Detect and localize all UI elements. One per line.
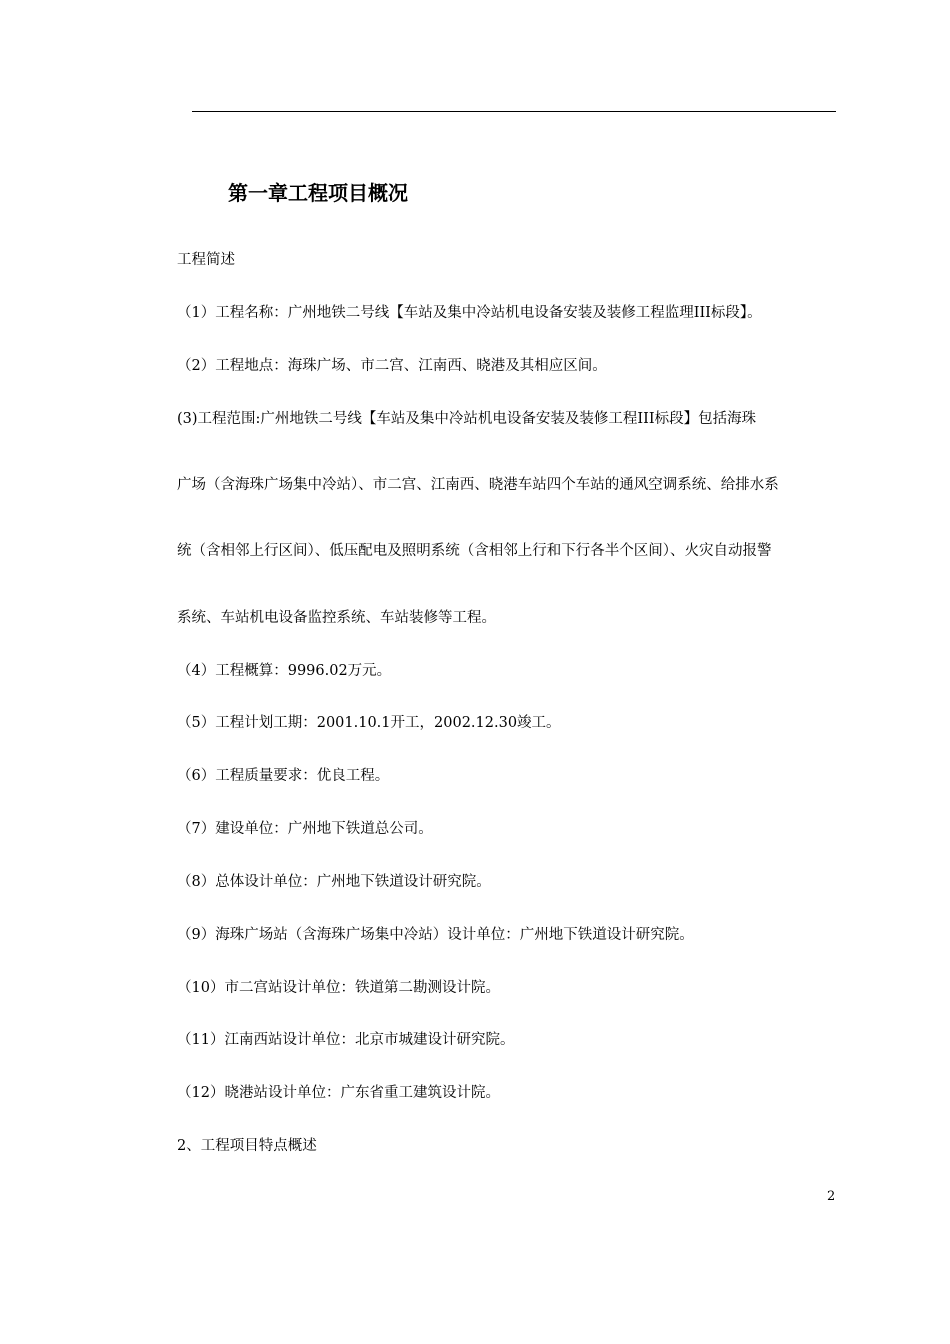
item-general-designer: （8）总体设计单位：广州地下铁道设计研究院。 bbox=[177, 874, 491, 890]
item-quality: （6）工程质量要求：优良工程。 bbox=[177, 768, 390, 784]
scope-line-3: 统（含相邻上行区间）、低压配电及照明系统（含相邻上行和下行各半个区间）、火灾自动报警 bbox=[177, 543, 772, 559]
item-jiangnanxi-designer: （11）江南西站设计单位：北京市城建设计研究院。 bbox=[177, 1032, 515, 1048]
item-budget: （4）工程概算：9996.02万元。 bbox=[177, 663, 392, 679]
item-xiaogang-designer: （12）晓港站设计单位：广东省重工建筑设计院。 bbox=[177, 1085, 500, 1101]
item-project-location: （2）工程地点：海珠广场、市二宫、江南西、晓港及其相应区间。 bbox=[177, 358, 607, 374]
scope-line-1: (3)工程范围:广州地铁二号线【车站及集中冷站机电设备安装及装修工程III标段】包括海珠 bbox=[177, 411, 757, 427]
page-number: 2 bbox=[827, 1189, 836, 1204]
scope-line-4: 系统、车站机电设备监控系统、车站装修等工程。 bbox=[177, 610, 496, 626]
item-owner: （7）建设单位：广州地下铁道总公司。 bbox=[177, 821, 433, 837]
item-shiergong-designer: （10）市二宫站设计单位：铁道第二勘测设计院。 bbox=[177, 980, 500, 996]
next-section-heading: 2、工程项目特点概述 bbox=[177, 1138, 317, 1154]
item-project-name: （1）工程名称：广州地铁二号线【车站及集中冷站机电设备安装及装修工程监理III标段】。 bbox=[177, 305, 762, 321]
item-haizhu-designer: （9）海珠广场站（含海珠广场集中冷站）设计单位：广州地下铁道设计研究院。 bbox=[177, 927, 694, 943]
chapter-title: 第一章工程项目概况 bbox=[228, 181, 408, 205]
item-schedule: （5）工程计划工期：2001.10.1开工，2002.12.30竣工。 bbox=[177, 715, 561, 731]
section-heading: 工程简述 bbox=[177, 252, 235, 268]
header-rule bbox=[192, 111, 836, 112]
scope-line-2: 广场（含海珠广场集中冷站）、市二宫、江南西、晓港车站四个车站的通风空调系统、给排水系 bbox=[177, 477, 779, 493]
